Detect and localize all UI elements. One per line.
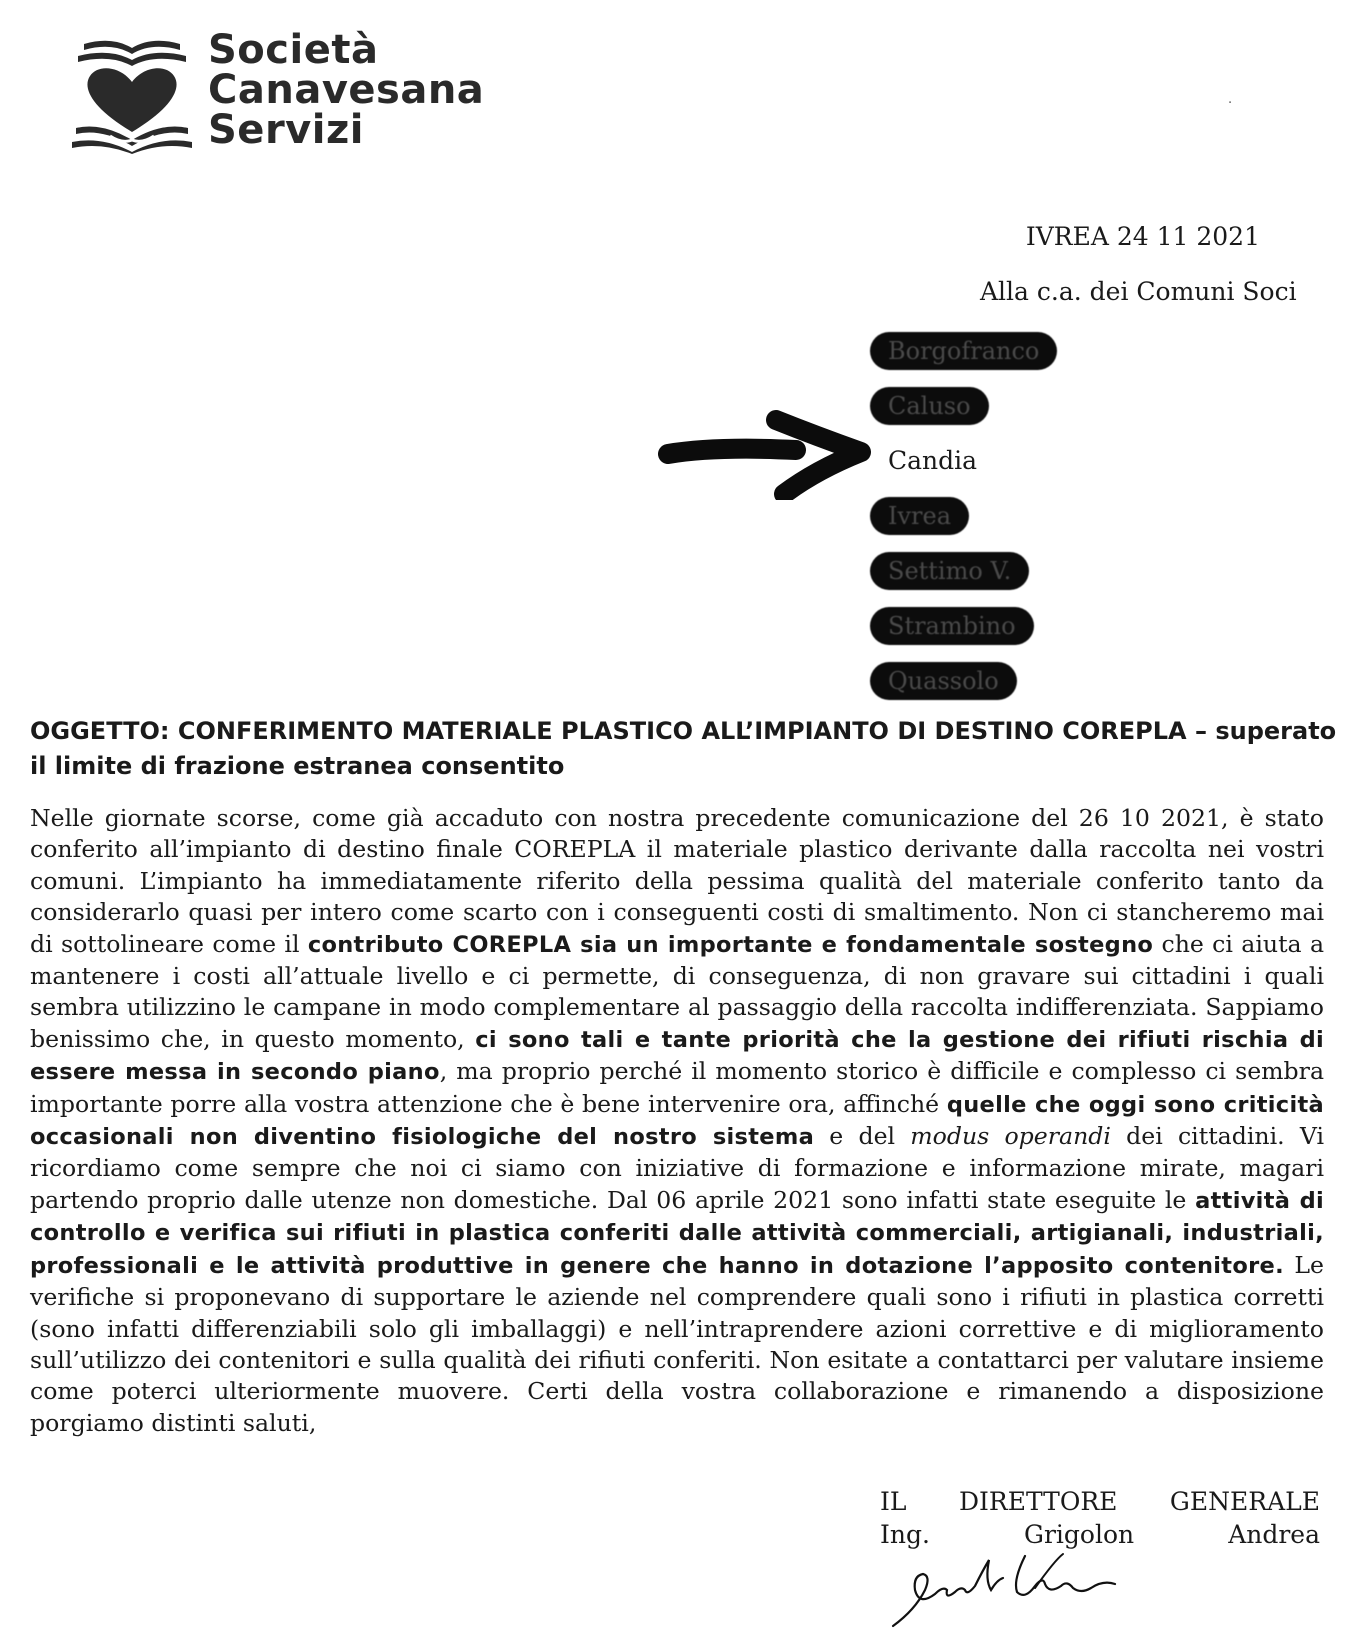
redacted-comune: Caluso [870, 387, 989, 425]
redacted-comune: Ivrea [870, 497, 969, 535]
letter-date: IVREA 24 11 2021 [1025, 222, 1260, 251]
comuni-list [870, 323, 1057, 708]
logo-line: Società [208, 27, 379, 73]
signatory-word: GENERALE [1169, 1487, 1320, 1516]
signatory-word: IL [880, 1487, 907, 1516]
body-segment: , ma proprio perché il momento storico è difficile e complesso ci sembra importante porre alla vostra attenzione che è bene intervenire ora, affinché [30, 1057, 1325, 1118]
signatory-block [880, 1485, 1320, 1551]
list-item [870, 598, 1057, 653]
signatory-word: Andrea [1228, 1520, 1320, 1549]
recipient-line: Alla c.a. dei Comuni Soci [980, 277, 1297, 306]
emphasis-text: attività di controllo e verifica sui rifiuti in plastica conferiti dalle attività commerciali, artigianali, industriali, professionali e le attività produttive in genere che hanno in dotazione l’apposito contenitore. [30, 1187, 1324, 1279]
logo-emblem-icon [72, 36, 192, 154]
signatory-word: Grigolon [1024, 1520, 1135, 1549]
subject-line: OGGETTO: CONFERIMENTO MATERIALE PLASTICO ALL’IMPIANTO DI DESTINO COREPLA – superato il limite di frazione estranea consentito [30, 717, 1337, 780]
body-segment: Le verifiche si proponevano di supportare le aziende nel comprendere quali sono i rifiuti in plastica corretti (sono infatti differenziabili solo gli imballaggi) e nell’intraprendere azioni correttive e di miglioramento sull’utilizzo dei contenitori e sulla qualità dei rifiuti conferiti. Non esitate a contattarci per valutare insieme come poterci ulteriormente muovere. Certi della vostra collaborazione e rimanendo a disposizione porgiamo distinti saluti, [30, 1250, 1324, 1437]
body-segment: che ci aiuta a mantenere i costi all’attuale livello e ci permette, di conseguenza, di non gravare sui cittadini i quali sembra utilizzino le campane in modo complementare al passaggio della raccolta indifferenziata. Sappiamo benissimo che, in questo momento, [30, 929, 1325, 1053]
list-item [870, 653, 1057, 708]
logo-wordmark [208, 27, 485, 153]
redacted-comune: Settimo V. [870, 552, 1029, 590]
redacted-comune: Quassolo [870, 662, 1017, 700]
signatory-name [880, 1518, 1320, 1551]
signatory-title [880, 1485, 1320, 1518]
redacted-comune: Borgofranco [870, 332, 1057, 370]
list-item [870, 543, 1057, 598]
italic-text: modus operandi [910, 1122, 1111, 1151]
logo-line: Servizi [208, 107, 364, 153]
emphasis-text: contributo COREPLA sia un importante e fondamentale sostegno [307, 931, 1154, 958]
list-item [870, 378, 1057, 433]
signatory-word: DIRETTORE [959, 1487, 1118, 1516]
list-item [870, 323, 1057, 378]
body-segment: dei cittadini. Vi ricordiamo come sempre che noi ci siamo con iniziative di formazione e informazione mirate, magari partendo proprio dalle utenze non domestiche. Dal 06 aprile 2021 sono infatti state eseguite le [30, 1122, 1325, 1214]
body-segment: Nelle giornate scorse, come già accaduto con nostra precedente comunicazione del 26 10 2021, è stato conferito all’impianto di destino finale COREPLA il materiale plastico derivante dalla raccolta nei vostri comuni. L’impianto ha immediatamente riferito della pessima qualità del materiale conferito tanto da considerarlo quasi per intero come scarto con i conseguenti costi di smaltimento. Non ci stancheremo mai di sottolineare come il [30, 804, 1324, 958]
list-item [870, 433, 1057, 488]
redacted-comune: Strambino [870, 607, 1034, 645]
arrow-right-icon [656, 410, 871, 500]
list-item [870, 488, 1057, 543]
comune-candia: Candia [888, 446, 978, 475]
handwritten-signature [885, 1550, 1125, 1630]
emphasis-text: quelle che oggi sono criticità occasionali non diventino fisiologiche del nostro sistema [30, 1091, 1324, 1151]
logo-line: Canavesana [208, 67, 485, 113]
emphasis-text: ci sono tali e tante priorità che la gestione dei rifiuti rischia di essere messa in secondo piano [30, 1026, 1324, 1086]
signatory-word: Ing. [880, 1520, 930, 1549]
body-segment: e del [814, 1122, 911, 1151]
letter-body [30, 803, 1324, 1439]
scan-speck: . [1228, 92, 1233, 107]
company-logo [72, 27, 572, 160]
